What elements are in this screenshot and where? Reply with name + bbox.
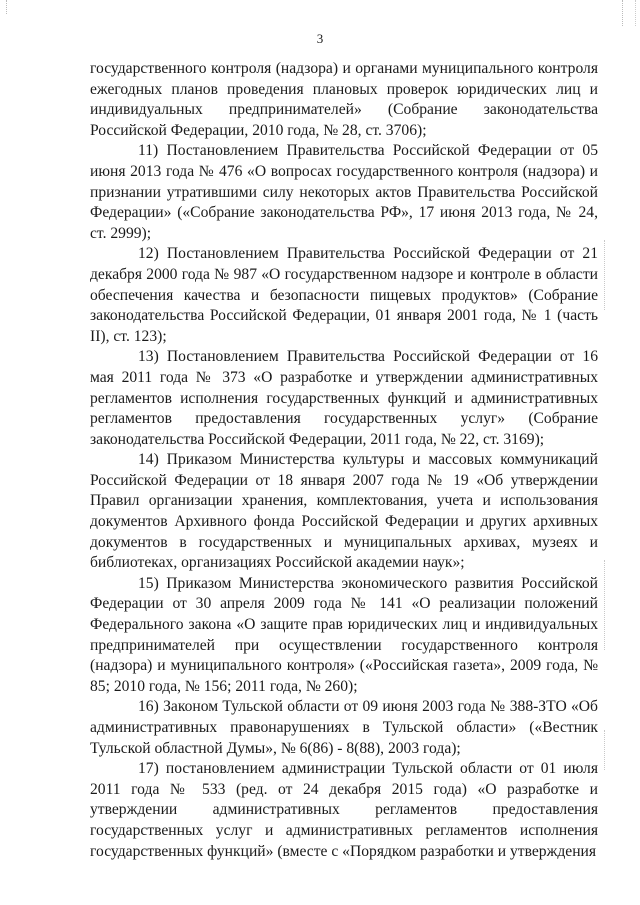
scan-margin-artifact	[604, 730, 606, 770]
paragraph-item-13: 13) Постановлением Правительства Российской Федерации от 16 мая 2011 года № 373 «О разработке и утверждении административных регламентов исполнения государственных функций и административных регламентов предоставления государственных услуг» (Собрание законодательства Российской Федерации, 2011 года, № 22, ст. 3169);	[90, 348, 598, 448]
paragraph-item-16: 16) Законом Тульской области от 09 июня 2003 года № 388-ЗТО «Об административных правонарушениях в Тульской области» («Вестник Тульской областной Думы», № 6(86) - 8(88), 2003 года);	[90, 698, 598, 757]
page-number: 3	[316, 31, 324, 46]
scan-margin-artifact	[604, 560, 606, 650]
paragraph-item-11: 11) Постановлением Правительства Российской Федерации от 05 июня 2013 года № 476 «О вопросах государственного контроля (надзора) и признании утратившими силу некоторых актов Правительства Российской Федерации» («Собрание законодательства РФ», 17 июня 2013 года, № 24, ст. 2999);	[90, 142, 598, 242]
scan-edge-mark-left	[6, 0, 11, 14]
scan-margin-artifact	[604, 240, 606, 310]
paragraph-item-12: 12) Постановлением Правительства Российской Федерации от 21 декабря 2000 года № 987 «О государственном надзоре и контроле в области обеспечения качества и безопасности пищевых продуктов» (Собрание законодательства Российской Федерации, 01 января 2001 года, № 1 (часть II), ст. 123);	[90, 245, 598, 345]
document-body	[90, 59, 598, 862]
paragraph-item-14: 14) Приказом Министерства культуры и массовых коммуникаций Российской Федерации от 18 января 2007 года № 19 «Об утверждении Правил организации хранения, комплектования, учета и использования документов Архивного фонда Российской Федерации и других архивных документов в государственных и муниципальных архивах, музеях и библиотеках, организациях Российской академии наук»;	[90, 451, 598, 572]
paragraph-item-17: 17) постановлением администрации Тульской области от 01 июля 2011 года № 533 (ред. от 24 декабря 2015 года) «О разработке и утверждении административных регламентов предоставления государственных услуг и административных регламентов исполнения государственных функций» (вместе с «Порядком разработки и утверждения	[90, 760, 598, 860]
scan-edge-mark-right	[622, 0, 636, 26]
paragraph-continuation: государственного контроля (надзора) и органами муниципального контроля ежегодных планов проведения плановых проверок юридических лиц и индивидуальных предпринимателей» (Собрание законодательства Российской Федерации, 2010 года, № 28, ст. 3706);	[90, 60, 598, 139]
paragraph-item-15: 15) Приказом Министерства экономического развития Российской Федерации от 30 апреля 2009 года № 141 «О реализации положений Федерального закона «О защите прав юридических лиц и индивидуальных предпринимателей при осуществлении государственного контроля (надзора) и муниципального контроля» («Российская газета», 2009 года, № 85; 2010 года, № 156; 2011 года, № 260);	[90, 574, 598, 695]
